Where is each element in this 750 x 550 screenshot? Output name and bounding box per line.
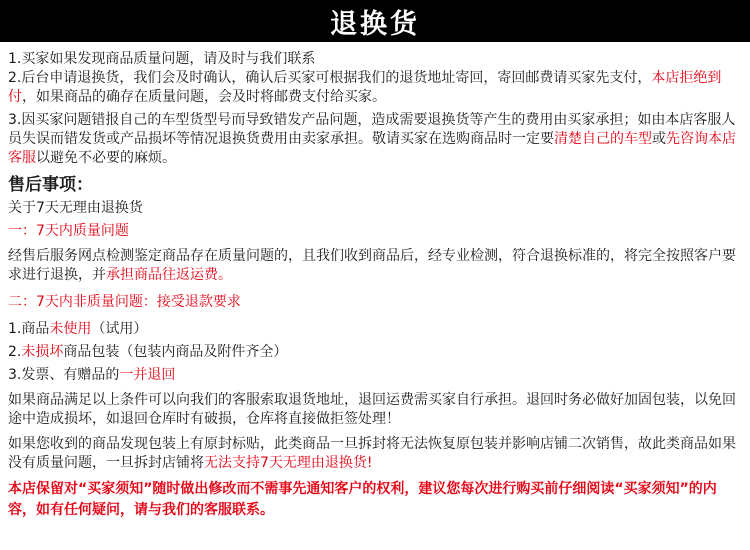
sealed-goods-paragraph [8,435,742,473]
section-1-body [8,247,742,285]
term-2-text-b: ，如果商品的确存在质量问题，会及时将邮费支付给买家。 [22,89,386,105]
term-3-highlight-2: 先咨询本店客服 [8,131,736,166]
term-2-highlight: 本店拒绝到付 [8,70,722,105]
return-policy-content [0,42,750,521]
page-banner [0,0,750,42]
term-2-text-a: 2.后台申请退换货，我们会及时确认，确认后买家可根据我们的退货地址寄回，寄回邮费请买家先支付， [8,70,652,86]
sealed-goods-text: 如果您收到的商品发现包装上有原封标贴，此类商品一旦拆封将无法恢复原包装并影响店铺二次销售，故此类商品如果没有质量问题，一旦拆封店铺将 [8,436,736,471]
condition-1 [8,320,742,339]
condition-3 [8,366,742,385]
return-shipping-paragraph: 如果商品满足以上条件可以向我们的客服索取退货地址，退回运费需买家自行承担。退回时务必做好加固包装，以免回途中造成损坏，如退回仓库时有破损，仓库将直接做拒签处理！ [8,392,736,427]
term-3-text-mid: 或 [652,131,666,147]
term-3 [8,111,742,168]
condition-1-text-a: 1.商品 [8,321,50,337]
term-3-highlight-1: 清楚自己的车型 [554,131,652,147]
condition-2-text-a: 2. [8,344,22,360]
term-1-text: 1.买家如果发现商品质量问题，请及时与我们联系 [8,51,316,67]
section-1-title: 一：7天内质量问题 [8,223,129,239]
section-1-text: 经售后服务网点检测鉴定商品存在质量问题的，且我们收到商品后，经专业检测，符合退换标准的，将完全按照客户要求进行退换，并 [8,248,736,283]
term-3-text-a: 3.因买家问题错报自己的车型货型号而导致错发产品问题，造成需要退换货等产生的费用由买家承担；如由本店客服人员失误而错发货或产品损坏等情况退换货费用由卖家承担。敬请买家在选购商品时一定要 [8,112,736,147]
condition-1-text-b: （试用） [91,321,148,337]
term-3-text-b: 以避免不必要的麻烦。 [36,150,176,166]
term-1 [8,50,742,69]
sealed-goods-highlight: 无法支持7天无理由退换货! [204,455,373,471]
after-sale-heading: 售后事项： [8,175,93,195]
condition-2 [8,343,742,362]
condition-3-highlight: 一并退回 [119,367,176,383]
section-2-title: 二：7天内非质量问题：接受退款要求 [8,294,241,310]
banner-title: 退换货 [330,8,420,40]
condition-3-text-a: 3.发票、有赠品的 [8,367,120,383]
after-sale-intro: 关于7天无理由退换货 [8,200,143,216]
condition-2-text-b: 商品包装（包装内商品及附件齐全） [63,344,288,360]
condition-1-highlight: 未使用 [49,321,92,337]
condition-2-highlight: 未损坏 [21,344,64,360]
store-notice: 本店保留对“买家须知”随时做出修改而不需事先通知客户的权利，建议您每次进行购买前仔细阅读“买家须知”的内容，如有任何疑问，请与我们的客服联系。 [8,481,717,518]
section-1-highlight: 承担商品往返运费。 [106,267,232,283]
term-2 [8,69,742,107]
